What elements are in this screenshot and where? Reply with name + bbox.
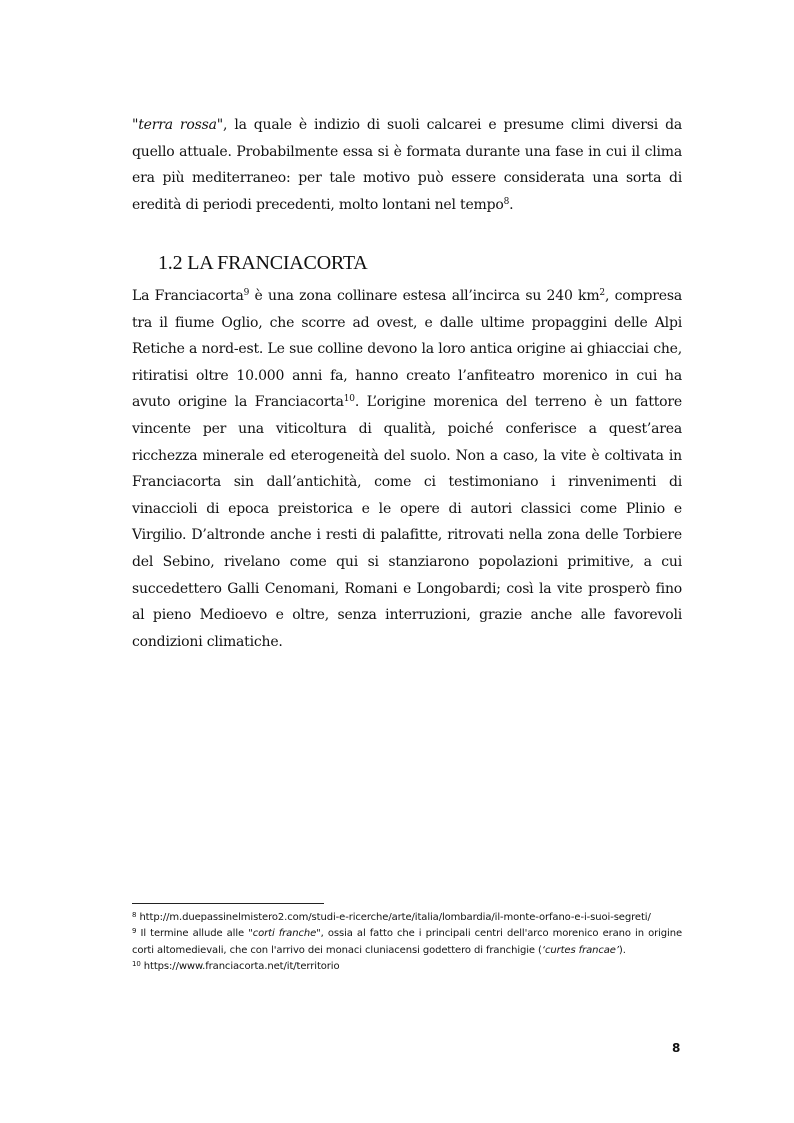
- paragraph-franciacorta: [132, 283, 682, 655]
- footnote-text: ).: [618, 944, 626, 956]
- footnote-ref-9[interactable]: 9: [243, 288, 250, 298]
- footnote-10: [132, 959, 682, 975]
- footnote-9: [132, 926, 682, 959]
- footnote-text: ", ossia al fatto che i principali centri dell'arco morenico erano in origine corti altomedievali, che con l'arrivo dei monaci cluniacensi godettero di franchigie (: [132, 928, 683, 956]
- paragraph-text: . L’origine morenica del terreno è un fattore vincente per una viticoltura di qualità, poiché conferisce a quest’area ricchezza minerale ed eterogeneità del suolo. Non a caso, la vite è coltivata in Franciacorta sin dall’antichità, come ci testimoniano i rinvenimenti di vinaccioli di epoca preistorica e le opere di autori classici come Plinio e Virgilio. D’altronde anche i resti di palafitte, ritrovati nella zona delle Torbiere del Sebino, rivelano come qui si stanziarono popolazioni primitive, a cui succedettero Galli Cenomani, Romani e Longobardi; così la vite prosperò fino al pieno Medioevo e oltre, senza interruzioni, grazie anche alle favorevoli condizioni climatiche.: [132, 394, 682, 650]
- footnote-8: [132, 910, 682, 926]
- footnote-link[interactable]: http://m.duepassinelmistero2.com/studi-e-ricerche/arte/italia/lombardia/il-monte-orfano-e-i-suoi-segreti/: [136, 912, 651, 923]
- footnote-link[interactable]: https://www.franciacorta.net/it/territorio: [140, 961, 340, 973]
- paragraph-text: è una zona collinare estesa all’incirca su 240 km: [249, 288, 600, 304]
- paragraph-end: .: [509, 196, 514, 213]
- footnote-italic: corti franche: [252, 928, 317, 940]
- footnote-number: 10: [132, 960, 141, 969]
- footnote-ref-8[interactable]: 8: [503, 196, 510, 207]
- footnote-ref-10[interactable]: 10: [343, 394, 355, 405]
- paragraph-text: La Franciacorta: [132, 288, 244, 304]
- quote-open: ": [132, 117, 139, 133]
- footnotes: [132, 910, 682, 976]
- footnote-separator: [132, 903, 324, 904]
- section-heading: 1.2 LA FRANCIACORTA: [158, 252, 368, 274]
- superscript-squared: 2: [599, 288, 605, 298]
- footnote-text: Il termine allude alle ": [136, 928, 253, 940]
- paragraph-text: , la quale è indizio di suoli calcarei e presume climi diversi da quello attuale. Probabilmente essa si è formata durante una fase in cui il clima era più mediterraneo: per tale motivo può essere considerata una sorta di eredità di periodi precedenti, molto lontani nel tempo: [132, 117, 682, 213]
- footnote-number: 8: [132, 911, 137, 919]
- paragraph-text: , compresa tra il fiume Oglio, che scorre ad ovest, e dalle ultime propaggini delle Alpi Retiche a nord-est. Le sue colline devono la loro antica origine ai ghiacciai che, ritiratisi oltre 10.000 anni fa, hanno creato l’anfiteatro morenico in cui ha avuto origine la Franciacorta: [132, 288, 682, 411]
- quote-close: ": [216, 117, 224, 133]
- footnote-italic: ‘curtes francae’: [541, 944, 619, 956]
- italic-term: terra rossa: [138, 117, 217, 133]
- footnote-number: 9: [132, 927, 137, 936]
- page-number: 8: [672, 1041, 681, 1055]
- paragraph-terra-rossa: [132, 112, 682, 218]
